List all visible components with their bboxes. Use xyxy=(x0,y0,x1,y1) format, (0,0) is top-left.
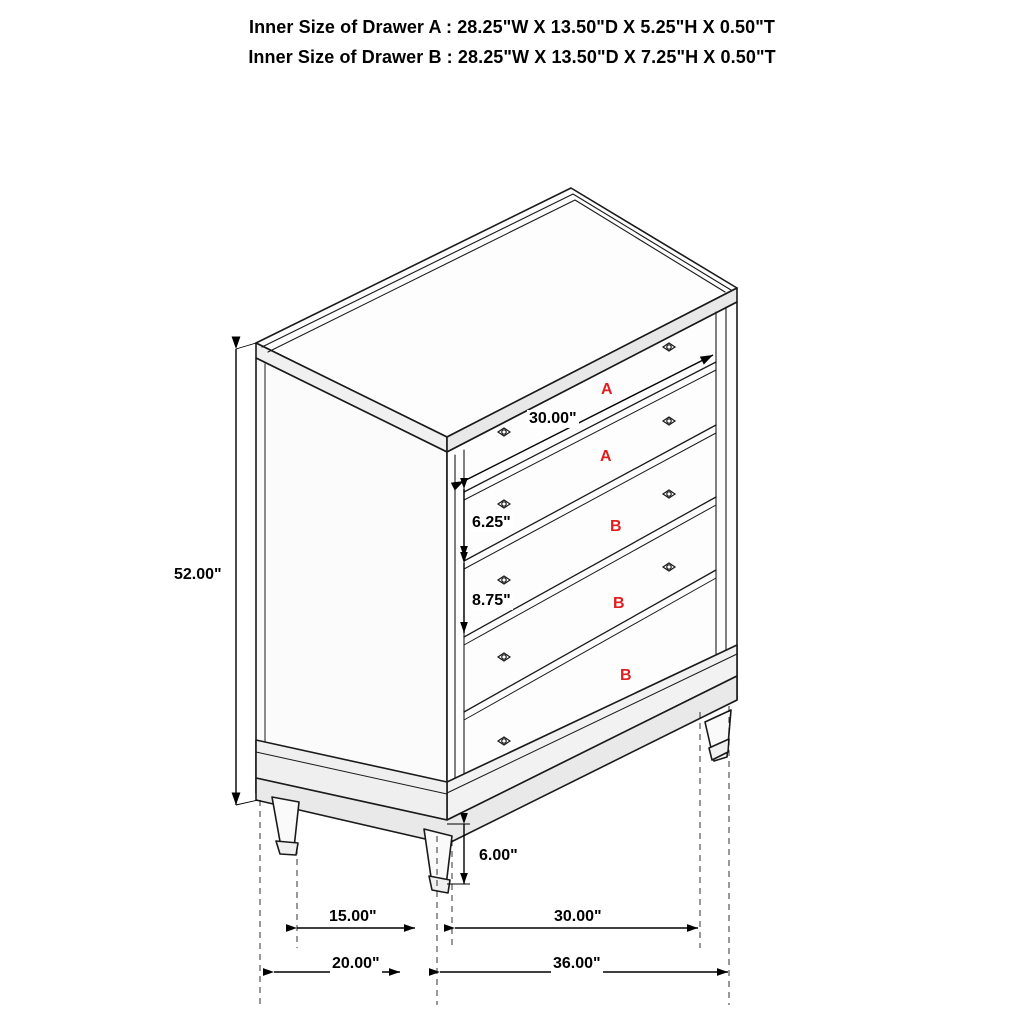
dim-side-depth-inner: 15.00" xyxy=(329,908,377,925)
dim-leg-height: 6.00" xyxy=(479,847,518,864)
dim-drawer-b-height: 8.75" xyxy=(472,592,511,609)
drawer-label: B xyxy=(620,667,632,684)
dim-overall-height: 52.00" xyxy=(174,566,222,583)
dim-front-width-inner: 30.00" xyxy=(554,908,602,925)
inner-size-drawer-b-note: Inner Size of Drawer B : 28.25"W X 13.50"D X 7.25"H X 0.50"T xyxy=(248,47,776,67)
drawer-label: A xyxy=(601,381,613,398)
dim-drawer-a-height: 6.25" xyxy=(472,514,511,531)
dim-side-depth-outer: 20.00" xyxy=(332,955,380,972)
inner-size-drawer-a-note: Inner Size of Drawer A : 28.25"W X 13.50"D X 5.25"H X 0.50"T xyxy=(248,17,775,37)
drawer-label: B xyxy=(613,595,625,612)
dim-front-width-outer: 36.00" xyxy=(553,955,601,972)
drawer-label: B xyxy=(610,518,622,535)
cabinet-body xyxy=(256,188,737,893)
dim-drawer-front-width: 30.00" xyxy=(529,410,577,427)
drawer-label: A xyxy=(600,448,612,465)
